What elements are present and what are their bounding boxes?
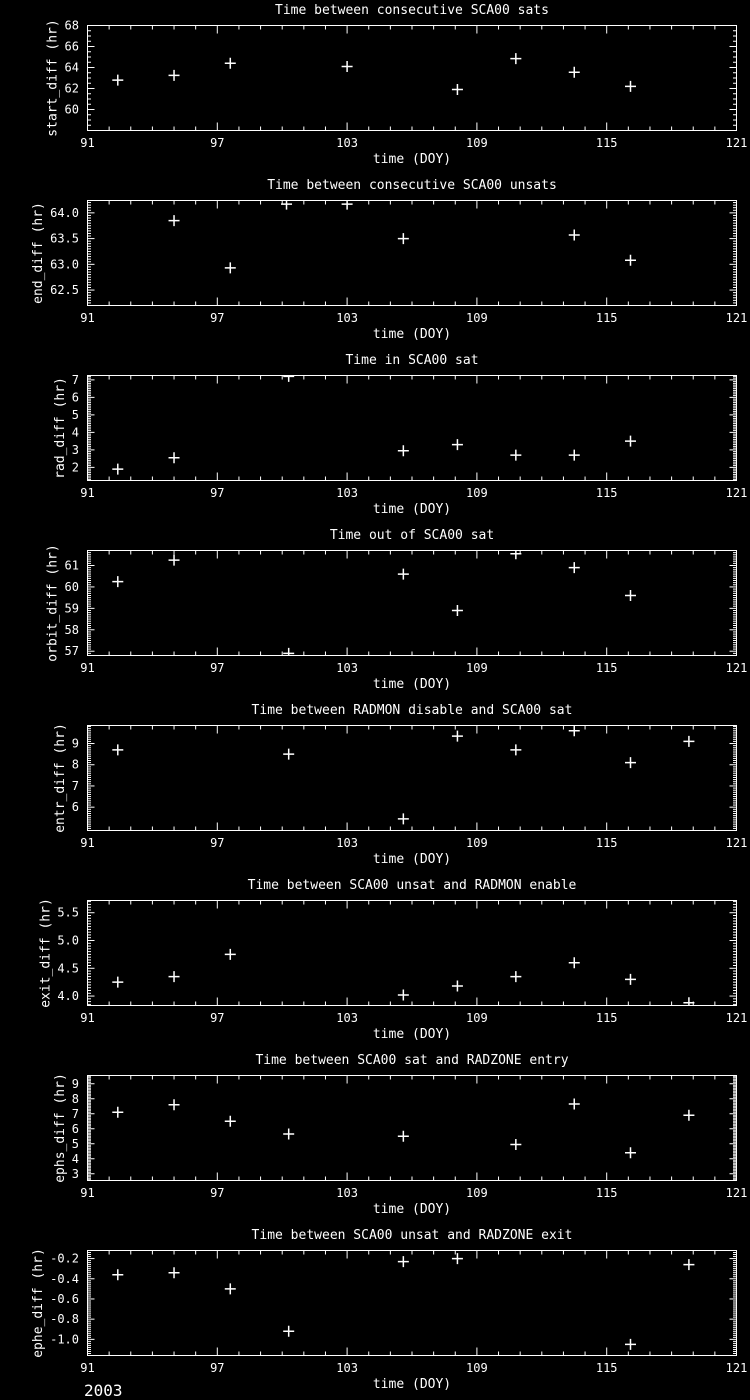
plot-panel-end_diff — [0, 175, 750, 350]
x-tick-label: 103 — [336, 486, 358, 500]
y-tick-label: 5 — [71, 407, 79, 422]
chart-canvas — [0, 525, 750, 700]
plus-marker — [112, 977, 123, 988]
y-tick-label: 2 — [71, 460, 79, 475]
panel-title: Time between SCA00 unsat and RADZONE exit — [251, 1228, 573, 1243]
y-tick-label: -0.2 — [50, 1251, 79, 1266]
data-points — [112, 53, 636, 95]
plus-marker — [225, 58, 236, 69]
x-tick-label: 103 — [336, 1361, 358, 1375]
panel-title: Time out of SCA00 sat — [329, 528, 495, 543]
plot-box — [88, 201, 737, 306]
x-tick-label: 121 — [725, 1186, 748, 1200]
plus-marker — [625, 1147, 636, 1158]
x-tick-label: 121 — [725, 1011, 748, 1025]
plot-box — [88, 551, 737, 656]
plus-marker — [283, 371, 294, 382]
plus-marker — [398, 569, 409, 580]
y-tick-label: 5 — [71, 1136, 79, 1151]
plus-marker — [169, 215, 180, 226]
x-tick-label: 109 — [466, 136, 488, 150]
plot-box — [88, 726, 737, 831]
plus-marker — [169, 971, 180, 982]
x-tick-label: 121 — [725, 661, 748, 675]
plus-marker — [625, 255, 636, 266]
y-axis-label: start_diff (hr) — [45, 19, 61, 137]
y-tick-label: -0.6 — [50, 1291, 79, 1306]
axis-ticks — [88, 1076, 737, 1181]
axis-ticks — [88, 726, 737, 831]
plot-panel-start_diff — [0, 0, 750, 175]
x-tick-label: 115 — [595, 486, 618, 500]
y-tick-label: 4 — [71, 425, 79, 440]
plus-marker — [625, 81, 636, 92]
plus-marker — [169, 452, 180, 463]
axis-ticks — [88, 551, 737, 656]
plus-marker — [169, 70, 180, 81]
panel-title: Time between consecutive SCA00 sats — [275, 3, 549, 18]
y-tick-label: 62 — [64, 81, 79, 96]
y-axis-label: ephs_diff (hr) — [52, 1073, 68, 1183]
plot-panel-orbit_diff — [0, 525, 750, 700]
data-points — [112, 371, 636, 475]
x-tick-label: 103 — [336, 1186, 358, 1200]
plus-marker — [452, 981, 463, 992]
y-tick-label: 7 — [71, 1106, 79, 1121]
y-tick-label: 61 — [64, 558, 79, 573]
plus-marker — [398, 1131, 409, 1142]
plus-marker — [283, 1326, 294, 1337]
x-tick-label: 97 — [210, 1186, 225, 1200]
y-tick-label: 8 — [71, 757, 79, 772]
panel-title: Time between consecutive SCA00 unsats — [267, 178, 557, 193]
x-tick-label: 97 — [210, 311, 225, 325]
plus-marker — [625, 590, 636, 601]
panel-title: Time between RADMON disable and SCA00 sat — [251, 703, 573, 718]
plot-panel-exit_diff — [0, 875, 750, 1050]
plus-marker — [683, 997, 694, 1008]
y-tick-label: 8 — [71, 1091, 79, 1106]
x-axis-label: time (DOY) — [372, 852, 452, 867]
chart-canvas — [0, 875, 750, 1050]
plus-marker — [625, 1339, 636, 1350]
y-tick-label: 63.0 — [50, 257, 79, 272]
x-tick-label: 97 — [210, 136, 225, 150]
y-axis-label: entr_diff (hr) — [52, 723, 68, 833]
plus-marker — [452, 731, 463, 742]
year-label: 2003 — [84, 1381, 123, 1400]
plot-panel-ephe_diff — [0, 1225, 750, 1400]
x-tick-label: 91 — [80, 1361, 95, 1375]
y-tick-label: 57 — [64, 644, 79, 659]
plus-marker — [398, 445, 409, 456]
plus-marker — [625, 757, 636, 768]
x-tick-label: 91 — [80, 1011, 95, 1025]
plot-panel-entr_diff — [0, 700, 750, 875]
x-tick-label: 109 — [466, 1186, 488, 1200]
plus-marker — [510, 744, 521, 755]
plus-marker — [683, 1110, 694, 1121]
x-tick-label: 115 — [595, 836, 618, 850]
plus-marker — [398, 989, 409, 1000]
x-tick-label: 97 — [210, 836, 225, 850]
plus-marker — [569, 957, 580, 968]
chart-canvas — [0, 1050, 750, 1225]
y-tick-label: 4 — [71, 1151, 79, 1166]
plus-marker — [569, 229, 580, 240]
plus-marker — [283, 648, 294, 659]
plot-box — [88, 26, 737, 131]
y-tick-label: 3 — [71, 1166, 79, 1181]
y-tick-label: 5.0 — [57, 933, 79, 948]
y-tick-label: 60 — [64, 579, 79, 594]
data-points — [112, 1099, 694, 1159]
x-tick-label: 97 — [210, 1361, 225, 1375]
x-tick-label: 91 — [80, 661, 95, 675]
plus-marker — [225, 1116, 236, 1127]
plot-panel-ephs_diff — [0, 1050, 750, 1225]
plus-marker — [112, 1269, 123, 1280]
x-tick-label: 103 — [336, 661, 358, 675]
y-tick-label: 4.0 — [57, 989, 79, 1004]
y-tick-label: 9 — [71, 1076, 79, 1091]
y-axis-label: ephe_diff (hr) — [31, 1248, 47, 1358]
data-points — [112, 1253, 694, 1350]
x-tick-label: 109 — [466, 486, 488, 500]
plus-marker — [342, 61, 353, 72]
chart-canvas — [0, 700, 750, 875]
x-tick-label: 121 — [725, 311, 748, 325]
y-tick-label: 68 — [64, 18, 79, 33]
data-points — [169, 199, 636, 274]
axis-ticks — [88, 901, 737, 1006]
y-tick-label: 3 — [71, 442, 79, 457]
plot-box — [88, 901, 737, 1006]
plus-marker — [452, 439, 463, 450]
y-tick-label: 60 — [64, 102, 79, 117]
plus-marker — [112, 75, 123, 86]
y-tick-label: 6 — [71, 1121, 79, 1136]
x-tick-label: 109 — [466, 836, 488, 850]
x-axis-label: time (DOY) — [372, 1377, 452, 1392]
y-tick-label: -1.0 — [50, 1332, 79, 1347]
x-tick-label: 121 — [725, 486, 748, 500]
x-tick-label: 115 — [595, 1186, 618, 1200]
y-axis-label: exit_diff (hr) — [38, 898, 54, 1008]
plus-marker — [625, 436, 636, 447]
plot-box — [88, 1076, 737, 1181]
plus-marker — [510, 450, 521, 461]
chart-canvas — [0, 350, 750, 525]
x-tick-label: 103 — [336, 311, 358, 325]
plus-marker — [452, 84, 463, 95]
y-tick-label: -0.8 — [50, 1312, 79, 1327]
plus-marker — [569, 1099, 580, 1110]
x-tick-label: 91 — [80, 1186, 95, 1200]
x-axis-label: time (DOY) — [372, 502, 452, 517]
x-tick-label: 121 — [725, 1361, 748, 1375]
panel-title: Time in SCA00 sat — [345, 353, 479, 368]
chart-canvas — [0, 175, 750, 350]
x-tick-label: 97 — [210, 1011, 225, 1025]
x-tick-label: 97 — [210, 661, 225, 675]
plot-panel-rad_diff — [0, 350, 750, 525]
x-axis-label: time (DOY) — [372, 677, 452, 692]
x-axis-label: time (DOY) — [372, 1027, 452, 1042]
plus-marker — [510, 971, 521, 982]
x-tick-label: 121 — [725, 136, 748, 150]
axis-ticks — [88, 201, 737, 306]
x-tick-label: 91 — [80, 311, 95, 325]
plus-marker — [169, 555, 180, 566]
axis-ticks — [88, 376, 737, 481]
x-tick-label: 115 — [595, 661, 618, 675]
plus-marker — [569, 450, 580, 461]
plus-marker — [569, 725, 580, 736]
y-tick-label: 5.5 — [57, 905, 79, 920]
x-tick-label: 115 — [595, 1011, 618, 1025]
x-axis-label: time (DOY) — [372, 1202, 452, 1217]
x-tick-label: 103 — [336, 1011, 358, 1025]
chart-canvas — [0, 1225, 750, 1400]
x-tick-label: 109 — [466, 661, 488, 675]
x-tick-label: 121 — [725, 836, 748, 850]
x-tick-label: 109 — [466, 1011, 488, 1025]
y-tick-label: 64.0 — [50, 205, 79, 220]
plus-marker — [452, 605, 463, 616]
x-tick-label: 115 — [595, 136, 618, 150]
x-tick-label: 103 — [336, 136, 358, 150]
x-tick-label: 91 — [80, 486, 95, 500]
plus-marker — [569, 67, 580, 78]
plus-marker — [398, 233, 409, 244]
x-tick-label: 91 — [80, 136, 95, 150]
y-axis-label: orbit_diff (hr) — [45, 544, 61, 662]
y-tick-label: 66 — [64, 39, 79, 54]
x-tick-label: 91 — [80, 836, 95, 850]
y-tick-label: 59 — [64, 601, 79, 616]
plus-marker — [683, 1259, 694, 1270]
y-tick-label: 7 — [71, 778, 79, 793]
y-tick-label: 4.5 — [57, 961, 79, 976]
panel-title: Time between SCA00 unsat and RADMON enable — [247, 878, 577, 893]
plus-marker — [169, 1267, 180, 1278]
y-tick-label: 63.5 — [50, 231, 79, 246]
plus-marker — [683, 736, 694, 747]
y-tick-label: 62.5 — [50, 283, 79, 298]
data-points — [112, 725, 694, 824]
plus-marker — [569, 562, 580, 573]
plus-marker — [510, 548, 521, 559]
x-tick-label: 109 — [466, 1361, 488, 1375]
plus-marker — [510, 1139, 521, 1150]
x-axis-label: time (DOY) — [372, 152, 452, 167]
y-tick-label: 64 — [64, 60, 79, 75]
x-tick-label: 109 — [466, 311, 488, 325]
plus-marker — [625, 974, 636, 985]
plus-marker — [225, 262, 236, 273]
plus-marker — [283, 749, 294, 760]
y-tick-label: 9 — [71, 736, 79, 751]
plus-marker — [225, 1283, 236, 1294]
plus-marker — [112, 464, 123, 475]
plus-marker — [398, 813, 409, 824]
plus-marker — [112, 1107, 123, 1118]
plus-marker — [169, 1099, 180, 1110]
x-tick-label: 115 — [595, 1361, 618, 1375]
plus-marker — [112, 576, 123, 587]
axis-ticks — [88, 26, 737, 131]
plus-marker — [510, 53, 521, 64]
plus-marker — [225, 949, 236, 960]
plus-marker — [283, 1129, 294, 1140]
plus-marker — [112, 744, 123, 755]
x-tick-label: 115 — [595, 311, 618, 325]
plus-marker — [452, 1253, 463, 1264]
y-tick-label: -0.4 — [50, 1271, 79, 1286]
chart-canvas — [0, 0, 750, 175]
y-tick-label: 58 — [64, 622, 79, 637]
y-axis-label: end_diff (hr) — [31, 202, 47, 304]
y-axis-label: rad_diff (hr) — [52, 377, 68, 479]
y-tick-label: 7 — [71, 372, 79, 387]
data-points — [112, 548, 636, 659]
panel-title: Time between SCA00 sat and RADZONE entry — [255, 1053, 569, 1068]
y-tick-label: 6 — [71, 800, 79, 815]
plot-box — [88, 376, 737, 481]
x-axis-label: time (DOY) — [372, 327, 452, 342]
plus-marker — [398, 1256, 409, 1267]
y-tick-label: 6 — [71, 390, 79, 405]
x-tick-label: 103 — [336, 836, 358, 850]
x-tick-label: 97 — [210, 486, 225, 500]
axis-ticks — [88, 1251, 737, 1356]
plot-box — [88, 1251, 737, 1356]
